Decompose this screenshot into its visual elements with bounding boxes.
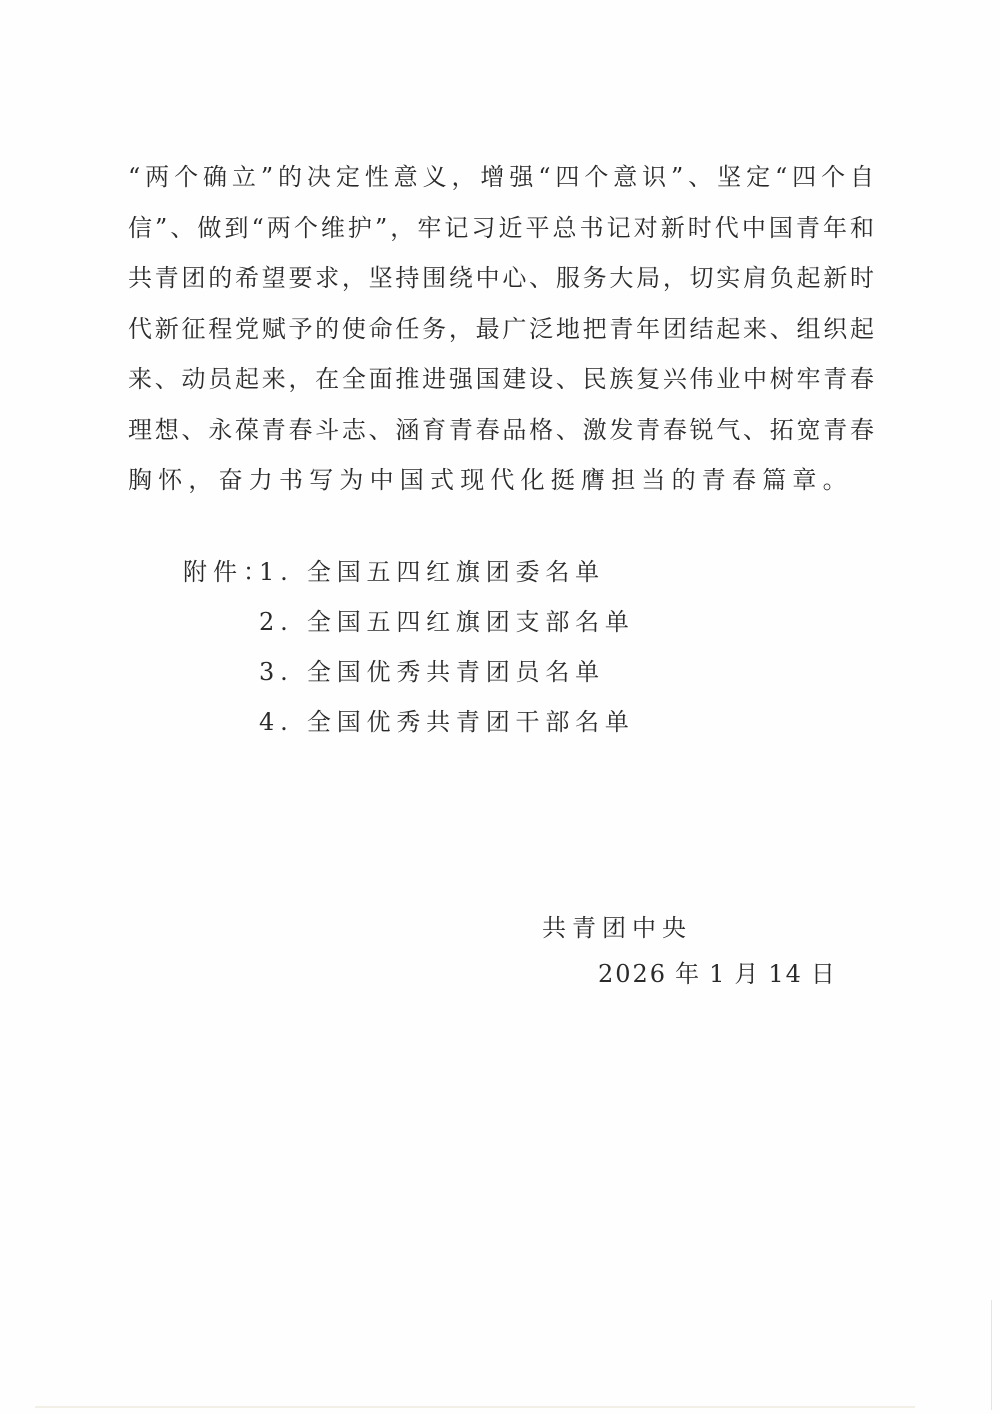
body-paragraph xyxy=(128,155,874,509)
issue-date xyxy=(598,954,845,994)
body-line: “两个确立”的决定性意义，增强“四个意识”、坚定“四个自 xyxy=(128,163,874,191)
attachments-label: 附件： xyxy=(183,558,273,586)
date-month: 1 xyxy=(709,960,727,988)
issuing-organization: 共青团中央 xyxy=(542,914,692,942)
attachment-item xyxy=(183,702,635,752)
scan-edge-line xyxy=(991,1300,992,1410)
signature-block xyxy=(542,908,845,994)
attachments-list xyxy=(183,552,635,752)
body-line: 胸怀，奋力书写为中国式现代化挺膺担当的青春篇章。 xyxy=(128,466,853,494)
date-day: 14 xyxy=(768,960,803,988)
body-line: 信”、做到“两个维护”，牢记习近平总书记对新时代中国青年和 xyxy=(128,213,874,242)
attachment-text: 4. 全国优秀共青团干部名单 xyxy=(259,708,635,736)
attachment-item xyxy=(183,652,635,702)
date-day-unit: 日 xyxy=(810,960,837,988)
date-year-unit: 年 xyxy=(675,960,702,988)
scan-edge-line xyxy=(35,1406,915,1408)
body-line: 来、动员起来，在全面推进强国建设、民族复兴伟业中树牢青春 xyxy=(128,365,874,393)
date-month-unit: 月 xyxy=(734,960,761,988)
attachment-text: 2. 全国五四红旗团支部名单 xyxy=(259,608,635,636)
attachment-item xyxy=(183,552,635,602)
body-line: 理想、永葆青春斗志、涵育青春品格、激发青春锐气、拓宽青春 xyxy=(128,415,874,444)
body-line: 共青团的希望要求，坚持围绕中心、服务大局，切实肩负起新时 xyxy=(128,264,874,292)
date-year: 2026 xyxy=(598,960,668,988)
attachment-text: 3. 全国优秀共青团员名单 xyxy=(259,658,605,686)
body-line: 代新征程党赋予的使命任务，最广泛地把青年团结起来、组织起 xyxy=(128,314,874,343)
attachment-text: 1. 全国五四红旗团委名单 xyxy=(259,558,605,586)
attachment-item xyxy=(183,602,635,652)
